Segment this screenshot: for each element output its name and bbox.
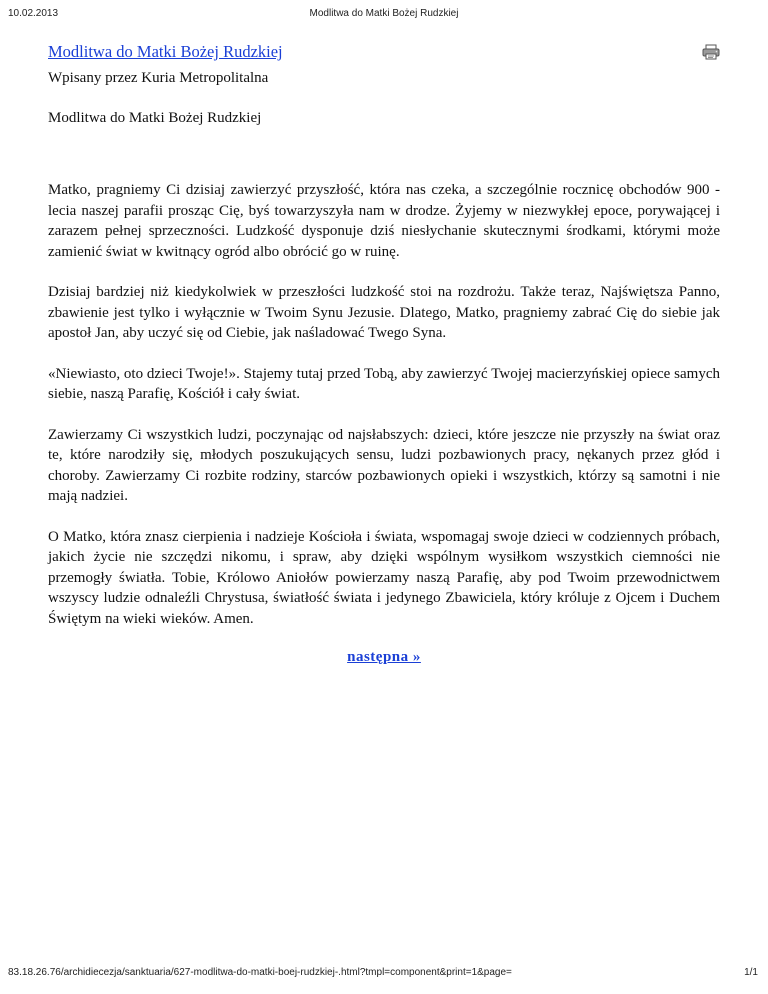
paragraph: O Matko, która znasz cierpienia i nadzieje Kościoła i świata, wspomagaj swoje dzieci w codziennych próbach, jakich życie nie szczędzi nikomu, i spraw, aby dzięki wspólnym wysiłkom wszystkich ciemności nie przemogły światła. Tobie, Królowo Aniołów powierzamy naszą Parafię, aby pod Twoim przewodnictwem wszyscy ludzie odnaleźli Chrystusa, światłość świata i jedynego Zbawiciela, który króluje z Ojcem i Duchem Świętym na wieki wieków. Amen. (48, 528, 720, 627)
paragraph: Zawierzamy Ci wszystkich ludzi, poczynając od najsłabszych: dzieci, które jeszcze nie przyszły na świat oraz te, które narodziły się, młodych poszukujących sensu, ludzi pozbawionych pracy, nękanych przez głód i choroby. Zawierzamy Ci rozbite rodziny, starców pozbawionych opieki i wszystkich, którzy są samotni i nie mają nadziei. (48, 426, 720, 504)
print-header (0, 8, 768, 24)
article-subtitle: Modlitwa do Matki Bożej Rudzkiej (48, 110, 262, 126)
next-page-link[interactable]: następna » (347, 649, 421, 665)
print-footer (0, 967, 768, 983)
print-page-number: 1/1 (744, 967, 758, 978)
article-title-link[interactable]: Modlitwa do Matki Bożej Rudzkiej (48, 42, 283, 61)
print-url: 83.18.26.76/archidiecezja/sanktuaria/627-modlitwa-do-matki-boej-rudzkiej-.html?tmpl=component&print=1&page= (8, 967, 512, 978)
article-body (48, 180, 720, 629)
paragraph: Dzisiaj bardziej niż kiedykolwiek w przeszłości ludzkość stoi na rozdrożu. Także teraz, Najświętsza Panno, zbawienie jest tylko i wyłącznie w Twoim Synu Jezusie. Dlatego, Matko, pragniemy zabrać Cię do siebie jak apostoł Jan, aby uczyć się od Ciebie, jak naśladować Twego Syna. (48, 284, 720, 341)
article-title-row (48, 40, 720, 64)
article-author: Wpisany przez Kuria Metropolitalna (48, 70, 269, 86)
paragraph: «Niewiasto, oto dzieci Twoje!». Stajemy tutaj przed Tobą, aby zawierzyć Twojej macierzyńskiej opiece samych siebie, naszą Parafię, Kościół i cały świat. (48, 365, 720, 402)
printer-icon[interactable] (702, 44, 720, 60)
paragraph: Matko, pragniemy Ci dzisiaj zawierzyć przyszłość, która nas czeka, a szczególnie rocznicę obchodów 900 - lecia naszej parafii prosząc Cię, byś towarzyszyła nam w drodze. Żyjemy w niezwykłej epoce, porywającej i zarazem pełnej sprzeczności. Ludzkość dysponuje dziś niesłychanie skutecznymi środkami, którymi może zamienić świat w kwitnący ogród albo obrócić go w ruinę. (48, 182, 720, 260)
article (48, 40, 720, 666)
print-date: 10.02.2013 (8, 8, 59, 19)
print-document-title: Modlitwa do Matki Bożej Rudzkiej (309, 8, 459, 19)
